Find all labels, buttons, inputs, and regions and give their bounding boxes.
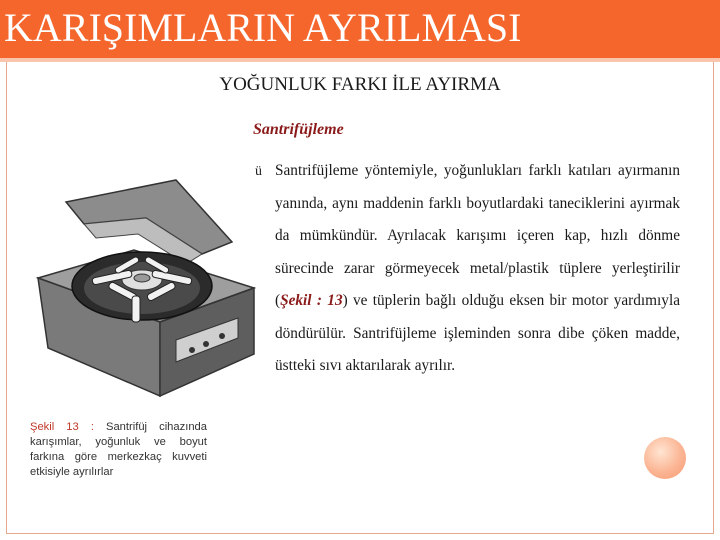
figure-caption-label: Şekil 13 : [30, 421, 94, 433]
centrifuge-illustration [26, 170, 260, 398]
checkmark-bullet-icon: ü [255, 164, 262, 179]
body-text-part2: ) ve tüplerin bağlı olduğu eksen bir motor yardımıyla döndürülür. Santrifüjleme işleminden sonra dibe çöken madde, üstteki sıvı aktarılarak ayrılır. [275, 292, 680, 374]
slide-subtitle: YOĞUNLUK FARKI İLE AYIRMA [219, 74, 501, 95]
slide-title: KARIŞIMLARIN AYRILMASI [4, 5, 522, 50]
section-heading: Santrifüjleme [253, 121, 344, 138]
figure-caption [30, 420, 207, 480]
body-paragraph [275, 155, 680, 383]
figure-caption-text: Santrifüj cihazında karışımlar, yoğunluk ve boyut farkına göre merkezkaç kuvveti etkisiyle ayrılırlar [30, 421, 207, 478]
title-bar [0, 0, 720, 58]
body-text-part1: Santrifüjleme yöntemiyle, yoğunlukları farklı katıları ayırmanın yanında, aynı maddenin farklı boyutlardaki taneciklerini ayırmak da mümkündür. Ayrılacak karışımı içeren kap, hızlı dönme sürecinde zarar görmeyecek metal/plastik tüplere yerleştirilir ( [275, 162, 680, 309]
decorative-circle [644, 437, 686, 479]
figure-reference-link: Şekil : 13 [280, 292, 343, 309]
